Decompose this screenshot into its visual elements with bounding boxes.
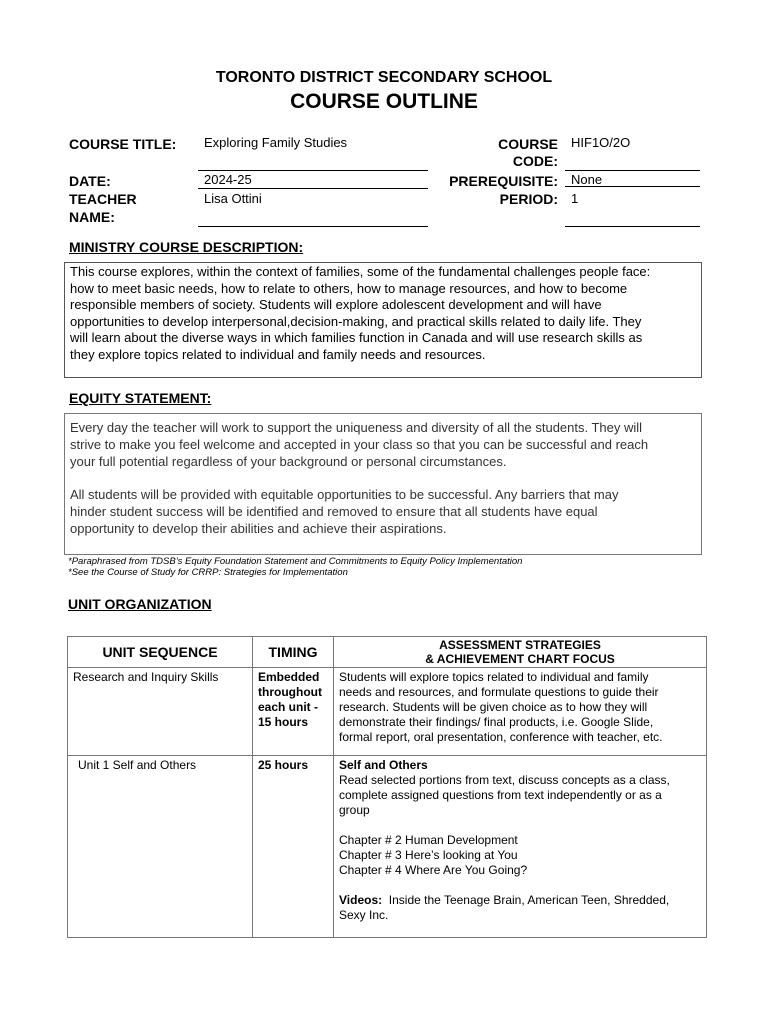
assessment-line: Read selected portions from text, discuss concepts as a class, xyxy=(339,773,670,787)
course-title-value: Exploring Family Studies xyxy=(198,134,428,171)
assessment-heading: Self and Others xyxy=(339,758,428,772)
ministry-line: how to meet basic needs, how to relate to others, how to manage resources, and how to become xyxy=(70,280,628,296)
assessment-line: needs and resources, and formulate questions to guide their xyxy=(339,685,659,699)
header-timing: TIMING xyxy=(253,637,334,668)
equity-line: opportunity to develop their abilities and achieve their aspirations. xyxy=(70,521,447,536)
ministry-line: This course explores, within the context of families, some of the fundamental challenges people face: xyxy=(70,264,651,279)
teacher-label-line1: TEACHER xyxy=(69,191,137,207)
equity-paragraph-2 xyxy=(70,486,696,537)
assessment-line: formal report, oral presentation, conference with teacher, etc. xyxy=(339,730,663,744)
ministry-line: responsible members of society. Students will explore adolescent development and will have xyxy=(70,297,602,312)
timing-line: each unit - xyxy=(258,700,319,714)
ministry-line: opportunities to develop interpersonal,decision-making, and practical skills related to daily life. They xyxy=(70,313,642,329)
assessment-line: Students will explore topics related to individual and family xyxy=(339,670,649,684)
timing-line: 15 hours xyxy=(258,715,309,729)
timing-line: throughout xyxy=(258,685,322,699)
ministry-description-box xyxy=(64,262,702,378)
ministry-description-heading: MINISTRY COURSE DESCRIPTION: xyxy=(69,239,304,255)
equity-statement-box xyxy=(64,413,702,555)
unit-timing: 25 hours xyxy=(253,756,334,938)
assessment-line: group xyxy=(339,803,370,817)
unit-table-header-row xyxy=(68,637,707,668)
equity-line: hinder student success will be identified and removed to ensure that all students have equal xyxy=(70,504,598,519)
unit-organization-heading: UNIT ORGANIZATION xyxy=(68,596,212,612)
chapter-line: Chapter # 3 Here’s looking at You xyxy=(339,848,518,862)
header-assessment-line1: ASSESSMENT STRATEGIES xyxy=(439,638,601,652)
equity-paragraph-1 xyxy=(70,419,696,470)
ministry-line: they explore topics related to individual and family needs and resources. xyxy=(70,346,486,362)
table-row xyxy=(68,668,707,756)
spacer xyxy=(339,878,701,893)
timing-line: Embedded xyxy=(258,670,320,684)
unit-table-wrapper xyxy=(67,636,707,938)
equity-statement-heading: EQUITY STATEMENT: xyxy=(69,390,212,406)
videos-text: Inside the Teenage Brain, American Teen, Shredded, xyxy=(382,893,670,907)
school-name: TORONTO DISTRICT SECONDARY SCHOOL xyxy=(215,69,553,86)
ministry-line: will learn about the diverse ways in which families function in Canada and will use research skills as xyxy=(70,330,643,345)
unit-assessment xyxy=(334,668,707,756)
unit-table xyxy=(67,636,707,938)
unit-name: Unit 1 Self and Others xyxy=(68,756,253,938)
table-row xyxy=(68,756,707,938)
assessment-line: demonstrate their findings/ final products, i.e. Google Slide, xyxy=(339,715,654,729)
equity-line: strive to make you feel welcome and accepted in your class so that you can be successful and reach xyxy=(70,437,649,452)
header-assessment-line2: & ACHIEVEMENT CHART FOCUS xyxy=(425,652,615,666)
unit-timing xyxy=(253,668,334,756)
unit-assessment xyxy=(334,756,707,938)
document-title: COURSE OUTLINE xyxy=(290,90,478,113)
assessment-line: complete assigned questions from text independently or as a xyxy=(339,788,662,802)
videos-line-2: Sexy Inc. xyxy=(339,908,389,922)
spacer xyxy=(339,818,701,833)
header-unit-sequence: UNIT SEQUENCE xyxy=(68,637,253,668)
teacher-value: Lisa Ottini xyxy=(198,190,428,227)
course-title-label: COURSE TITLE: xyxy=(69,136,177,152)
date-value: 2024-25 xyxy=(198,171,428,189)
header-assessment xyxy=(334,637,707,668)
period-value: 1 xyxy=(565,190,700,227)
equity-line: your full potential regardless of your background or personal circumstances. xyxy=(70,454,507,469)
chapter-line: Chapter # 4 Where Are You Going? xyxy=(339,863,528,877)
course-code-value: HIF1O/2O xyxy=(565,134,700,171)
date-label: DATE: xyxy=(69,173,111,189)
unit-name: Research and Inquiry Skills xyxy=(68,668,253,756)
course-code-label-line1: COURSE xyxy=(498,136,558,152)
period-label: PERIOD: xyxy=(499,191,558,207)
equity-line: All students will be provided with equitable opportunities to be successful. Any barriers that may xyxy=(70,487,619,502)
prerequisite-label: PREREQUISITE: xyxy=(449,173,558,189)
videos-line xyxy=(339,893,701,908)
videos-label: Videos: xyxy=(339,893,383,907)
equity-line: Every day the teacher will work to support the uniqueness and diversity of all the students. They will xyxy=(70,420,643,435)
prerequisite-value: None xyxy=(565,171,700,187)
assessment-line: research. Students will be given choice as to how they will xyxy=(339,700,648,714)
chapter-line: Chapter # 2 Human Development xyxy=(339,833,518,847)
course-code-label-line2: CODE: xyxy=(512,153,558,169)
teacher-label-line2: NAME: xyxy=(69,209,115,225)
equity-footnote-2: *See the Course of Study for CRRP: Strategies for Implementation xyxy=(68,567,348,578)
equity-footnote-1: *Paraphrased from TDSB’s Equity Foundation Statement and Commitments to Equity Policy Implementation xyxy=(68,556,523,567)
